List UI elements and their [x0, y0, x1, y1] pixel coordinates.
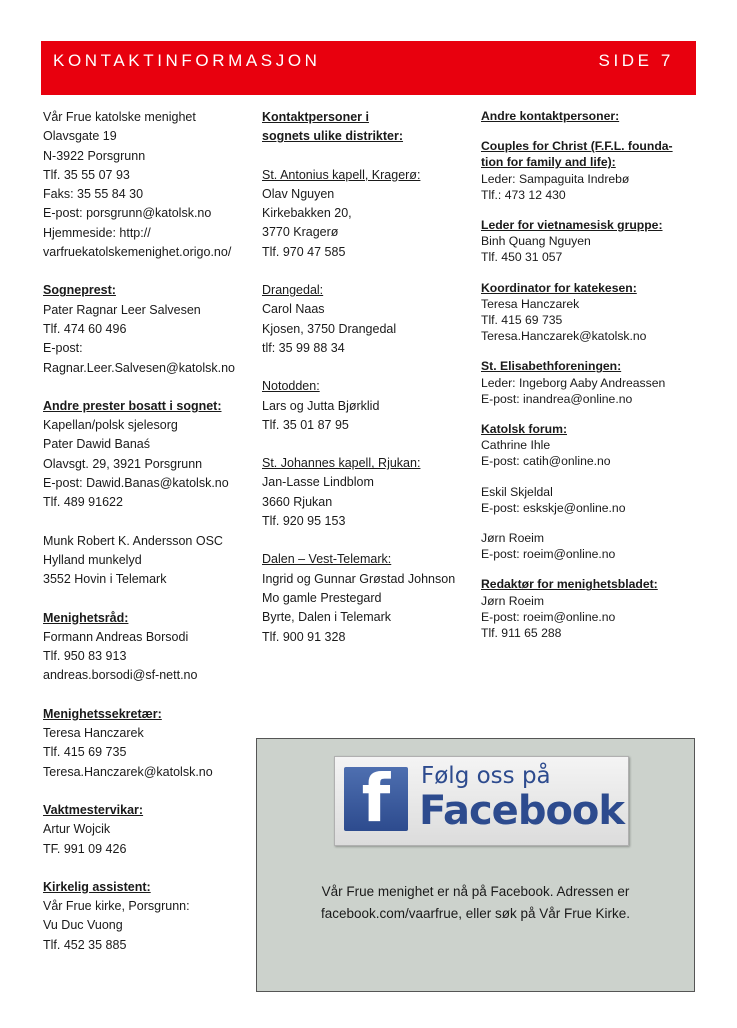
contact-line: Vår Frue katolske menighet	[43, 110, 196, 124]
contact-line: Tlf. 911 65 288	[481, 626, 562, 641]
contact-block	[43, 878, 255, 955]
contact-block	[481, 108, 696, 124]
contact-block	[481, 421, 696, 470]
contact-line: Leder: Ingeborg Aaby Andreassen	[481, 375, 666, 390]
contact-line: Tlf. 950 83 913	[43, 649, 127, 664]
contact-column-2	[262, 108, 476, 666]
contact-line: N-3922 Porsgrunn	[43, 148, 146, 163]
contact-block	[262, 166, 476, 262]
section-heading: St. Elisabethforeningen:	[481, 359, 622, 374]
follow-us-text: Følg oss på	[421, 763, 551, 789]
contact-line: Tlf. 970 47 585	[262, 244, 346, 259]
facebook-text-line: facebook.com/vaarfrue, eller søk på Vår Frue Kirke.	[320, 906, 631, 921]
section-heading: Redaktør for menighetsbladet:	[481, 577, 658, 592]
contact-line: Olavsgate 19	[43, 129, 117, 144]
contact-line: Tlf. 35 01 87 95	[262, 417, 349, 432]
contact-column-1	[43, 108, 255, 974]
contact-line: Ragnar.Leer.Salvesen@katolsk.no	[43, 360, 235, 375]
contact-line: E-post: inandrea@online.no	[481, 391, 633, 406]
facebook-box	[256, 738, 695, 992]
contact-line: Cathrine Ihle	[481, 438, 551, 453]
section-heading: Katolsk forum:	[481, 422, 567, 437]
contact-block	[43, 801, 255, 859]
contact-line: Tlf. 415 69 735	[481, 313, 563, 328]
contact-line: E-post: Dawid.Banas@katolsk.no	[43, 476, 229, 491]
contact-line: 3660 Rjukan	[262, 494, 333, 509]
contact-line: Tlf. 415 69 735	[43, 745, 127, 760]
contact-block	[481, 484, 696, 516]
contact-block	[262, 454, 476, 531]
contact-line: Olavsgt. 29, 3921 Porsgrunn	[43, 456, 203, 471]
contact-line: Hylland munkelyd	[43, 552, 142, 567]
page-header	[41, 41, 696, 95]
contact-block	[262, 550, 476, 646]
contact-line: Olav Nguyen	[262, 186, 335, 201]
contact-block	[43, 532, 255, 590]
contact-line: Jørn Roeim	[481, 531, 544, 546]
section-heading: Menighetsråd:	[43, 610, 129, 625]
contact-line: Pater Ragnar Leer Salvesen	[43, 302, 201, 317]
contact-block	[43, 397, 255, 513]
contact-line: Teresa.Hanczarek@katolsk.no	[43, 764, 213, 779]
contact-block	[262, 281, 476, 358]
section-heading: Couples for Christ (F.F.L. founda-	[481, 139, 673, 154]
contact-line: Teresa Hanczarek	[43, 726, 144, 741]
contact-line: Kirkebakken 20,	[262, 206, 352, 221]
facebook-description	[257, 881, 694, 925]
contact-block	[262, 108, 476, 147]
contact-line: Vår Frue kirke, Porsgrunn:	[43, 899, 190, 914]
contact-line: Teresa.Hanczarek@katolsk.no	[481, 329, 647, 344]
contact-line: Munk Robert K. Andersson OSC	[43, 533, 223, 548]
contact-line: Teresa Hanczarek	[481, 296, 580, 311]
contact-block	[481, 280, 696, 345]
contact-line: Vu Duc Vuong	[43, 918, 123, 933]
contact-block	[481, 358, 696, 407]
facebook-icon: f	[344, 767, 408, 831]
district-heading: Dalen – Vest-Telemark:	[262, 552, 392, 567]
contact-line: varfruekatolskemenighet.origo.no/	[43, 245, 232, 260]
contact-line: Lars og Jutta Bjørklid	[262, 398, 380, 413]
section-heading: sognets ulike distrikter:	[262, 129, 404, 144]
contact-line: Kjosen, 3750 Drangedal	[262, 321, 397, 336]
contact-column-3	[481, 108, 696, 655]
page-title: KONTAKTINFORMASJON	[53, 51, 321, 70]
contact-line: Byrte, Dalen i Telemark	[262, 610, 391, 625]
facebook-banner[interactable]	[334, 756, 629, 846]
contact-block	[262, 377, 476, 435]
contact-line: Kapellan/polsk sjelesorg	[43, 418, 178, 433]
contact-block	[43, 281, 255, 377]
contact-line: Artur Wojcik	[43, 822, 111, 837]
contact-line: 3552 Hovin i Telemark	[43, 572, 167, 587]
section-heading: Kontaktpersoner i	[262, 110, 369, 124]
contact-line: Hjemmeside: http://	[43, 225, 151, 240]
contact-block	[43, 609, 255, 686]
contact-line: E-post: porsgrunn@katolsk.no	[43, 206, 212, 221]
contact-line: 3770 Kragerø	[262, 225, 339, 240]
contact-line: Jan-Lasse Lindblom	[262, 475, 374, 490]
section-heading: Andre prester bosatt i sognet:	[43, 398, 222, 413]
contact-line: E-post: eskskje@online.no	[481, 500, 626, 515]
contact-line: Mo gamle Prestegard	[262, 590, 382, 605]
section-heading: Andre kontaktpersoner:	[481, 109, 620, 123]
contact-line: E-post: roeim@online.no	[481, 547, 616, 562]
district-heading: St. Johannes kapell, Rjukan:	[262, 456, 421, 471]
contact-line: Binh Quang Nguyen	[481, 234, 591, 249]
contact-line: Tlf. 452 35 885	[43, 937, 127, 952]
contact-block	[481, 217, 696, 266]
district-heading: St. Antonius kapell, Kragerø:	[262, 167, 421, 182]
page-number: SIDE 7	[598, 51, 674, 70]
section-heading: Sogneprest:	[43, 283, 116, 298]
contact-line: Tlf. 900 91 328	[262, 629, 346, 644]
contact-line: E-post: catih@online.no	[481, 454, 611, 469]
contact-line: Tlf. 35 55 07 93	[43, 167, 130, 182]
contact-line: andreas.borsodi@sf-nett.no	[43, 668, 198, 683]
facebook-wordmark: Facebook	[419, 788, 625, 834]
section-heading: Koordinator for katekesen:	[481, 280, 637, 295]
section-heading: Leder for vietnamesisk gruppe:	[481, 218, 663, 233]
contact-line: Ingrid og Gunnar Grøstad Johnson	[262, 571, 456, 586]
contact-line: Pater Dawid Banaś	[43, 437, 151, 452]
contact-line: Tlf. 489 91622	[43, 495, 123, 510]
contact-line: E-post: roeim@online.no	[481, 609, 616, 624]
district-heading: Notodden:	[262, 379, 320, 394]
contact-line: Leder: Sampaguita Indrebø	[481, 171, 630, 186]
contact-block	[481, 576, 696, 641]
section-heading: Menighetssekretær:	[43, 706, 162, 721]
section-heading: Kirkelig assistent:	[43, 879, 151, 894]
contact-line: Tlf.: 473 12 430	[481, 187, 566, 202]
contact-line: TF. 991 09 426	[43, 841, 127, 856]
contact-block	[43, 108, 255, 262]
contact-block	[481, 138, 696, 203]
contact-block	[43, 705, 255, 782]
contact-line: Carol Naas	[262, 302, 325, 317]
contact-line: Formann Andreas Borsodi	[43, 629, 189, 644]
contact-block	[481, 530, 696, 562]
contact-line: Eskil Skjeldal	[481, 484, 553, 499]
contact-line: Tlf. 450 31 057	[481, 250, 563, 265]
contact-line: Faks: 35 55 84 30	[43, 187, 144, 202]
contact-line: E-post:	[43, 341, 83, 356]
section-heading: tion for family and life):	[481, 155, 616, 170]
district-heading: Drangedal:	[262, 283, 324, 298]
contact-line: tlf: 35 99 88 34	[262, 340, 345, 355]
contact-line: Tlf. 920 95 153	[262, 514, 346, 529]
contact-line: Tlf. 474 60 496	[43, 321, 127, 336]
facebook-text-line: Vår Frue menighet er nå på Facebook. Adressen er	[321, 884, 630, 899]
contact-line: Jørn Roeim	[481, 593, 544, 608]
section-heading: Vaktmestervikar:	[43, 802, 144, 817]
